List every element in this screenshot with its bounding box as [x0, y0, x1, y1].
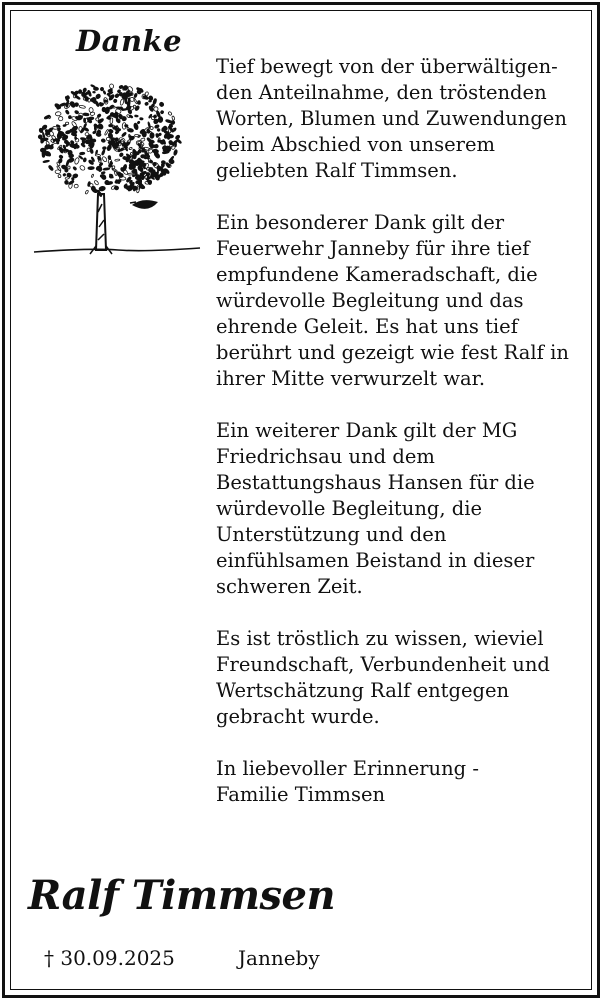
- text-line: würdevolle Begleitung und das: [216, 289, 524, 312]
- deceased-name: Ralf Timmsen: [28, 872, 336, 919]
- text-line: ihrer Mitte verwurzelt war.: [216, 367, 486, 390]
- text-line: einfühlsamen Beistand in dieser: [216, 549, 535, 572]
- text-line: Unterstützung und den: [216, 523, 447, 546]
- text-line: schweren Zeit.: [216, 575, 363, 598]
- text-line: würdevolle Begleitung, die: [216, 497, 483, 520]
- text-line: Freundschaft, Verbundenheit und: [216, 653, 550, 676]
- text-line: ehrende Geleit. Es hat uns tief: [216, 315, 518, 338]
- paragraph: [216, 756, 588, 808]
- text-line: Ein weiterer Dank gilt der MG: [216, 419, 518, 442]
- tree-with-bird-icon: [32, 82, 204, 262]
- text-line: beim Abschied von unserem: [216, 133, 495, 156]
- text-line: Ein besonderer Dank gilt der: [216, 211, 505, 234]
- text-line: Familie Timmsen: [216, 783, 386, 806]
- paragraph: [216, 626, 588, 730]
- place-of-residence: Janneby: [238, 946, 320, 970]
- text-line: Worten, Blumen und Zuwendungen: [216, 107, 567, 130]
- heading-danke: Danke: [76, 24, 183, 58]
- paragraph: [216, 210, 588, 392]
- text-line: den Anteilnahme, den tröstenden: [216, 81, 547, 104]
- death-date: † 30.09.2025: [44, 946, 175, 970]
- text-line: geliebten Ralf Timmsen.: [216, 159, 458, 182]
- text-line: empfundene Kameradschaft, die: [216, 263, 538, 286]
- text-line: In liebevoller Erinnerung -: [216, 757, 479, 780]
- text-line: Friedrichsau und dem: [216, 445, 435, 468]
- text-line: Es ist tröstlich zu wissen, wieviel: [216, 627, 544, 650]
- text-line: Feuerwehr Janneby für ihre tief: [216, 237, 530, 260]
- text-line: gebracht wurde.: [216, 705, 380, 728]
- paragraph: [216, 418, 588, 600]
- text-line: Tief bewegt von der überwältigen-: [216, 55, 558, 78]
- text-line: Wertschätzung Ralf entgegen: [216, 679, 510, 702]
- thank-you-text: [216, 54, 588, 834]
- text-line: berührt und gezeigt wie fest Ralf in: [216, 341, 569, 364]
- paragraph: [216, 54, 588, 184]
- text-line: Bestattungshaus Hansen für die: [216, 471, 535, 494]
